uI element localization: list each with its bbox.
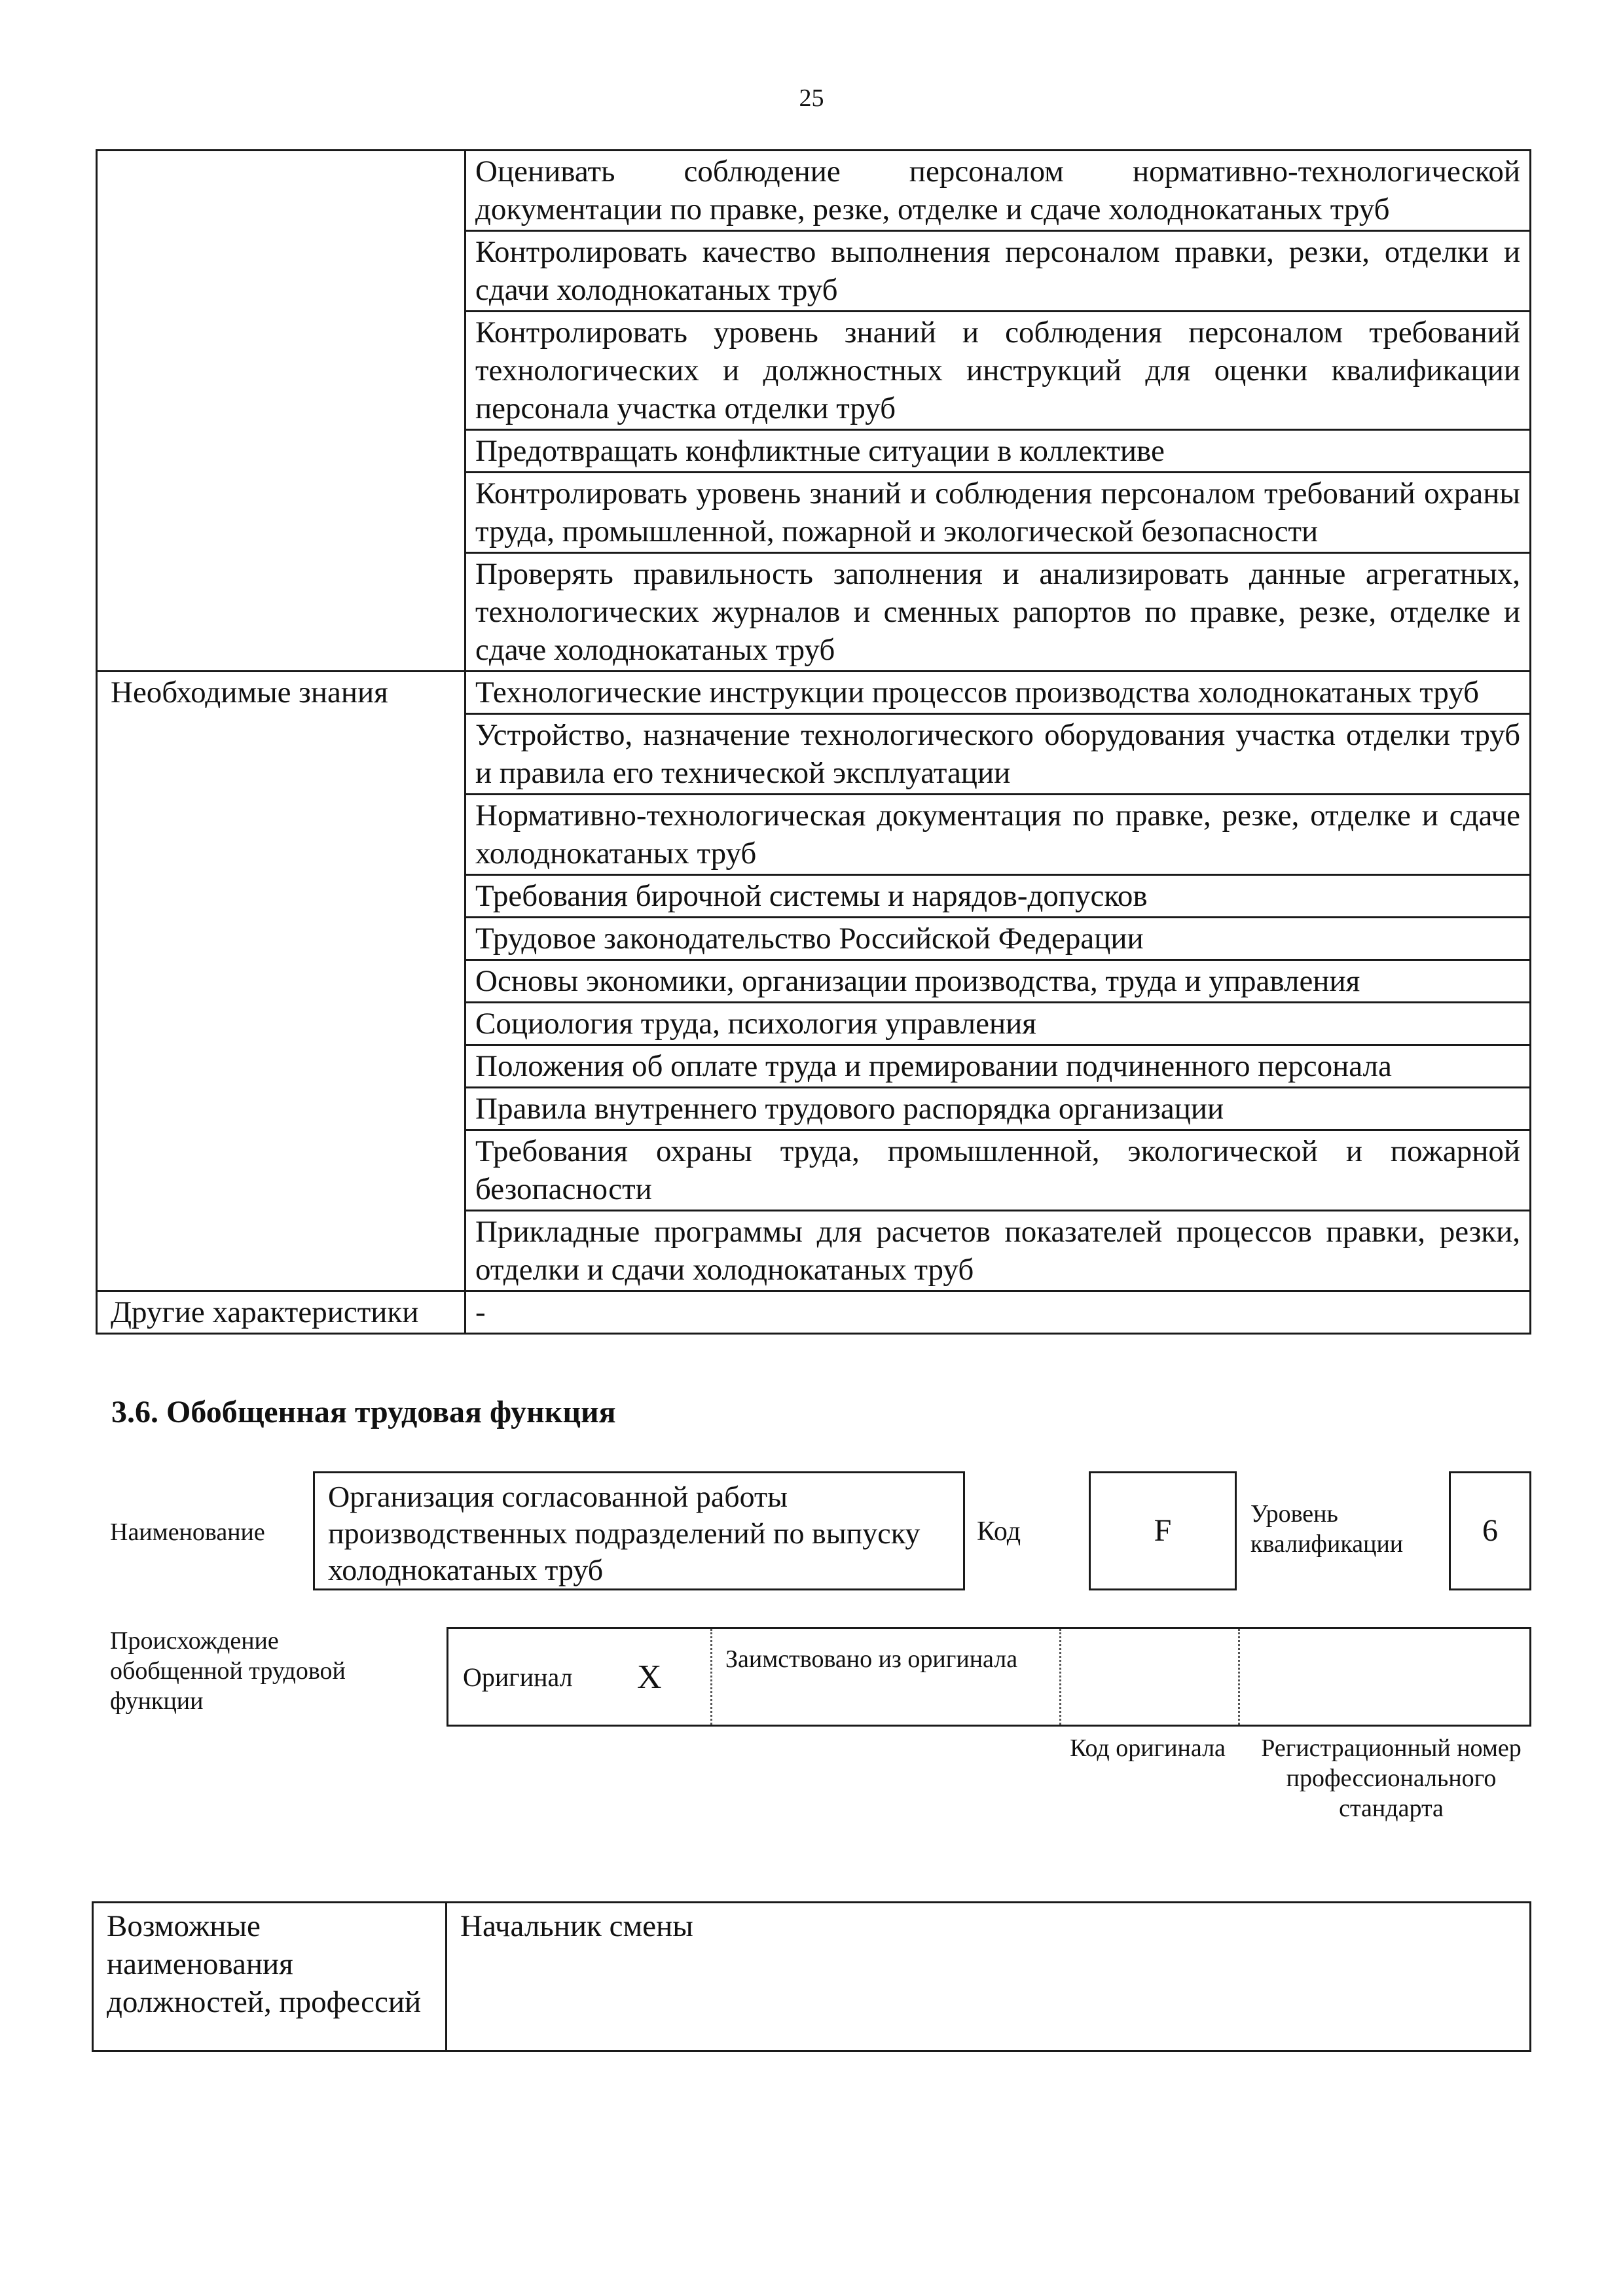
skill-item: Контролировать уровень знаний и соблюдения персоналом требований охраны труда, промышленной, пожарной и экологической безопасности	[465, 473, 1531, 553]
original-mark: X	[637, 1659, 662, 1696]
origin-label: Происхождение обобщенной трудовой функции	[110, 1627, 346, 1715]
table-row	[97, 1291, 1531, 1334]
positions-value: Начальник смены	[447, 1903, 1531, 2051]
origin-box	[447, 1627, 1531, 1727]
knowledge-item: Социология труда, психология управления	[465, 1003, 1531, 1045]
knowledge-item: Правила внутреннего трудового распорядка организации	[465, 1088, 1531, 1130]
reg-number-caption: Регистрационный номер профессионального стандарта	[1261, 1734, 1522, 1822]
skill-item: Проверять правильность заполнения и анализировать данные агрегатных, технологических журналов и сменных рапортов по правке, резке, отделке и сдаче холоднокатаных труб	[465, 553, 1531, 672]
reg-number-cell	[1240, 1629, 1529, 1725]
skill-item: Контролировать качество выполнения персоналом правки, резки, отделки и сдачи холоднокатаных труб	[465, 231, 1531, 312]
level-label: Уровень квалификации	[1250, 1500, 1404, 1558]
skill-item: Оценивать соблюдение персоналом нормативно-технологической документации по правке, резке, отделке и сдаче холоднокатаных труб	[465, 151, 1531, 231]
table-row	[97, 672, 1531, 714]
page-number: 25	[799, 84, 824, 112]
level-value: 6	[1449, 1471, 1531, 1590]
positions-label: Возможные наименования должностей, профессий	[93, 1903, 447, 2051]
skills-knowledge-table	[96, 149, 1531, 1335]
code-label: Код	[977, 1516, 1021, 1547]
skills-label-cell	[97, 151, 465, 672]
name-label: Наименование	[110, 1518, 265, 1546]
skill-item: Контролировать уровень знаний и соблюдения персоналом требований технологических и должностных инструкций для оценки квалификации персонала участка отделки труб	[465, 312, 1531, 430]
knowledge-label: Необходимые знания	[97, 672, 465, 1291]
knowledge-item: Нормативно-технологическая документация по правке, резке, отделке и сдаче холоднокатаных труб	[465, 795, 1531, 875]
knowledge-item: Устройство, назначение технологического оборудования участка отделки труб и правила его технической эксплуатации	[465, 714, 1531, 795]
section-title: 3.6. Обобщенная трудовая функция	[111, 1395, 616, 1429]
knowledge-item: Трудовое законодательство Российской Федерации	[465, 918, 1531, 960]
knowledge-item: Технологические инструкции процессов производства холоднокатаных труб	[465, 672, 1531, 714]
knowledge-item: Требования бирочной системы и нарядов-допусков	[465, 875, 1531, 918]
original-cell	[448, 1629, 712, 1725]
knowledge-item: Требования охраны труда, промышленной, экологической и пожарной безопасности	[465, 1130, 1531, 1211]
positions-table	[92, 1901, 1531, 2052]
other-characteristics-label: Другие характеристики	[97, 1291, 465, 1334]
borrowed-cell	[712, 1629, 1061, 1725]
knowledge-item: Прикладные программы для расчетов показателей процессов правки, резки, отделки и сдачи холоднокатаных труб	[465, 1211, 1531, 1291]
table-row	[93, 1903, 1531, 2051]
skill-item: Предотвращать конфликтные ситуации в коллективе	[465, 430, 1531, 473]
other-characteristics-value: -	[465, 1291, 1531, 1334]
borrowed-label: Заимствовано из оригинала	[725, 1645, 1018, 1673]
knowledge-item: Положения об оплате труда и премировании подчиненного персонала	[465, 1045, 1531, 1088]
code-value: F	[1089, 1471, 1237, 1590]
knowledge-item: Основы экономики, организации производства, труда и управления	[465, 960, 1531, 1003]
function-name-value: Организация согласованной работы производственных подразделений по выпуску холоднокатаных труб	[313, 1471, 965, 1590]
code-original-cell	[1061, 1629, 1240, 1725]
original-label: Оригинал	[463, 1662, 573, 1692]
code-original-caption: Код оригинала	[1070, 1734, 1226, 1762]
table-row	[97, 151, 1531, 231]
